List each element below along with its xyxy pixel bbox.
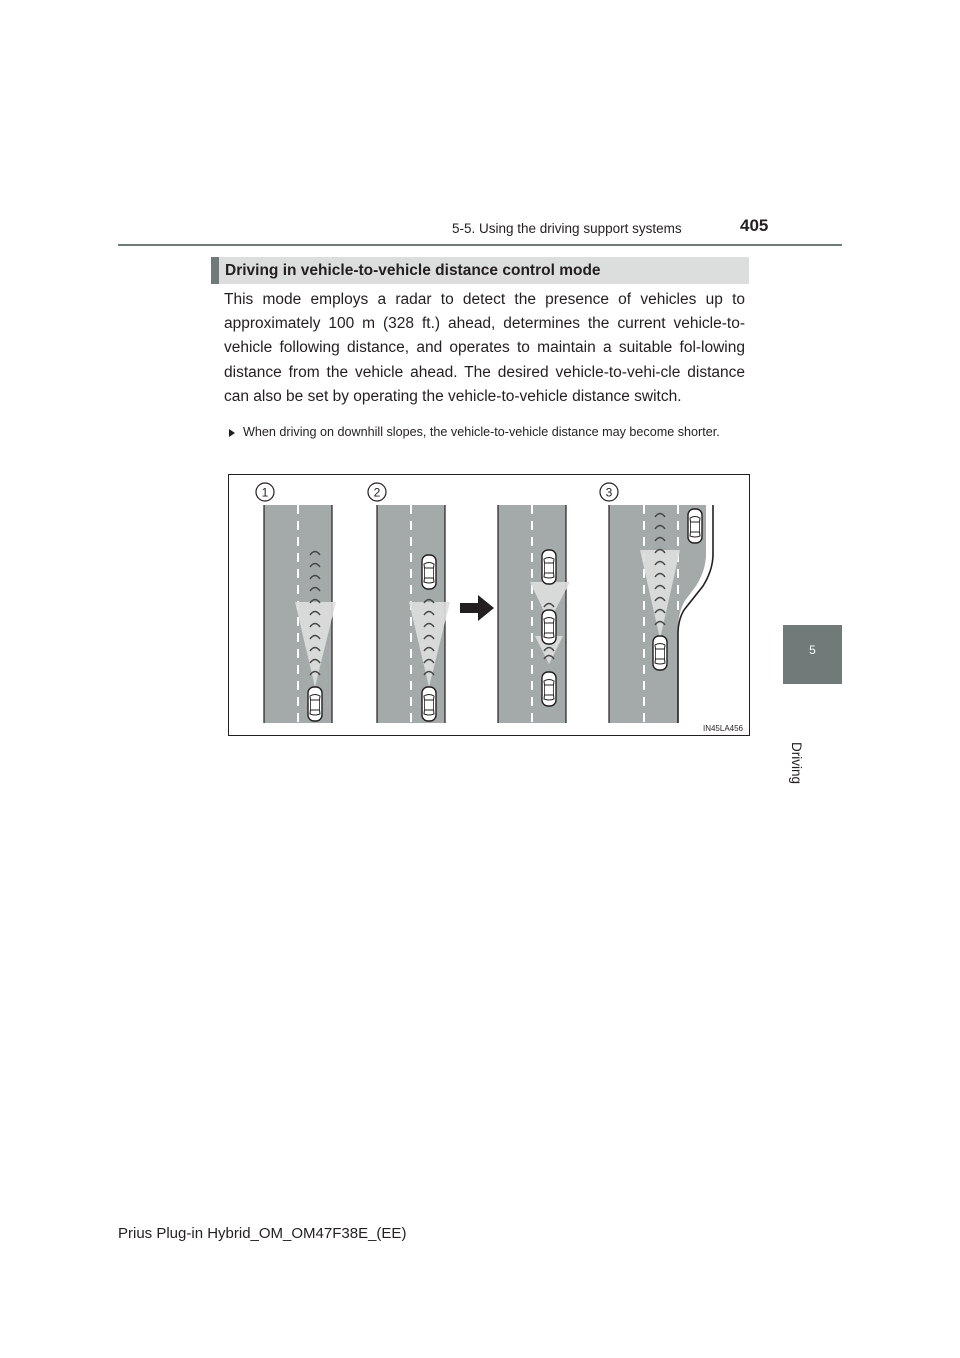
callout-2 <box>368 483 386 501</box>
header-rule <box>118 244 842 246</box>
road-panel-1 <box>264 505 336 723</box>
note-paragraph: When driving on downhill slopes, the vehicle-to-vehicle distance may become shorter. <box>243 425 720 439</box>
callout-3 <box>600 483 618 501</box>
chapter-number: 5 <box>809 643 816 657</box>
chapter-tab <box>783 625 842 684</box>
road-panel-2 <box>377 505 450 723</box>
note-bullet-icon <box>229 429 235 437</box>
body-paragraph: This mode employs a radar to detect the presence of vehicles up to approximately 100 m (328 ft.) ahead, determines the current vehicle-to-vehicle following distance, and operates to maintain a suitable fol-lowing distance from the vehicle ahead. The desired vehicle-to-vehi-cle distance can also be set by operating the vehicle-to-vehicle distance switch. <box>224 291 745 405</box>
footer-document-id: Prius Plug-in Hybrid_OM_OM47F38E_(EE) <box>118 1225 407 1242</box>
illustration-code: IN45LA456 <box>702 724 743 733</box>
callout-2-label: 2 <box>373 485 381 500</box>
road-panel-3 <box>498 505 570 723</box>
section-heading: Driving in vehicle-to-vehicle distance control mode <box>211 257 749 284</box>
callout-3-label: 3 <box>605 485 613 500</box>
radar-cruise-illustration <box>228 474 750 736</box>
page-number: 405 <box>740 216 769 235</box>
chapter-title: Driving <box>789 742 804 785</box>
running-header-section: 5-5. Using the driving support systems <box>452 221 682 236</box>
callout-1 <box>256 483 274 501</box>
callout-1-label: 1 <box>261 485 269 500</box>
